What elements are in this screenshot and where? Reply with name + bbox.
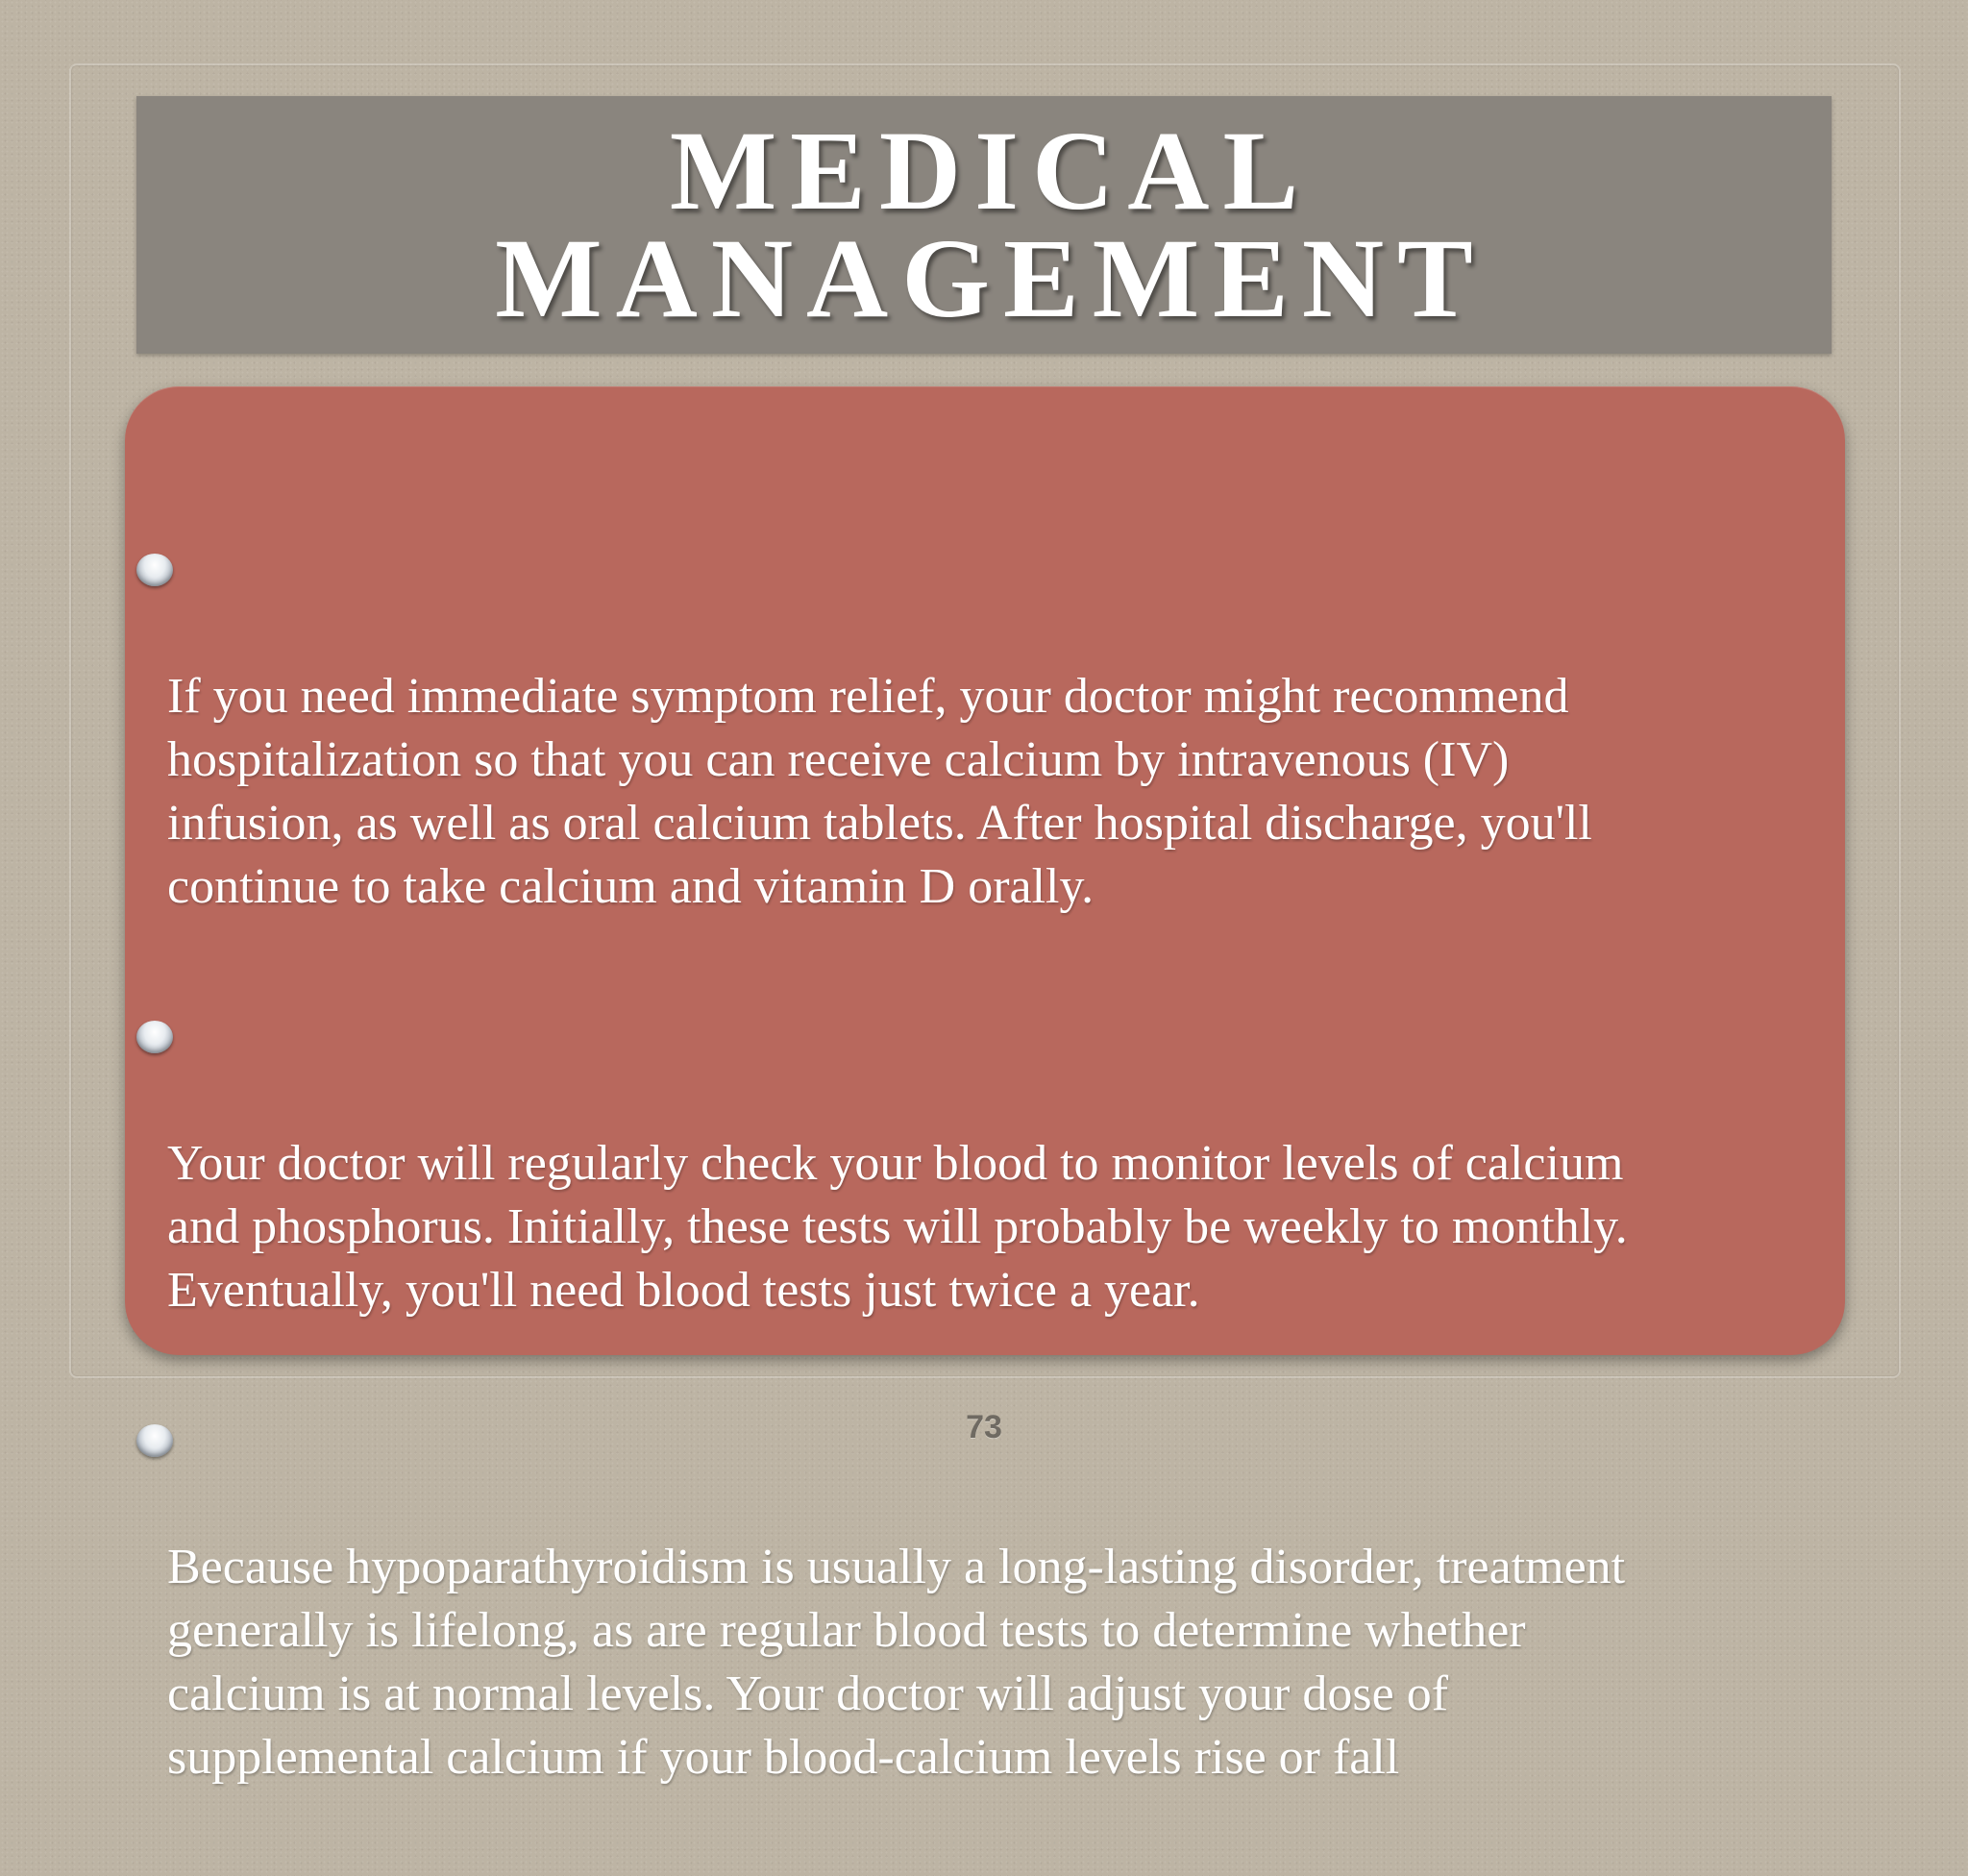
bullet-text: Because hypoparathyroidism is usually a long-lasting disorder, treatment generally is lifelong, as are regular blood tests to determine whether calcium is at normal levels. Your doctor will adjust your dose of supplemental calcium if your blood-calcium levels rise or fall bbox=[167, 1540, 1626, 1785]
slide-title-line-1: MEDICAL bbox=[669, 108, 1313, 234]
bullet-item bbox=[135, 538, 1826, 982]
pearl-bullet-icon bbox=[136, 554, 173, 586]
bullet-item bbox=[135, 1409, 1826, 1853]
bullet-item bbox=[135, 1005, 1826, 1386]
bullet-list bbox=[135, 538, 1826, 1876]
bullet-text: Your doctor will regularly check your blood to monitor levels of calcium and phosphorus. Initially, these tests will probably be weekly to monthly. Eventually, you'll need blood tests just twice a year. bbox=[167, 1136, 1628, 1318]
pearl-bullet-icon bbox=[136, 1021, 173, 1053]
slide-title-line-2: MANAGEMENT bbox=[495, 215, 1487, 341]
bullet-text: If you need immediate symptom relief, your doctor might recommend hospitalization so that you can receive calcium by intravenous (IV) infusion, as well as oral calcium tablets. After hospital discharge, you'll continue to take calcium and vitamin D orally. bbox=[167, 669, 1592, 914]
page-number: 73 bbox=[966, 1409, 1002, 1445]
title-bar bbox=[136, 96, 1832, 354]
